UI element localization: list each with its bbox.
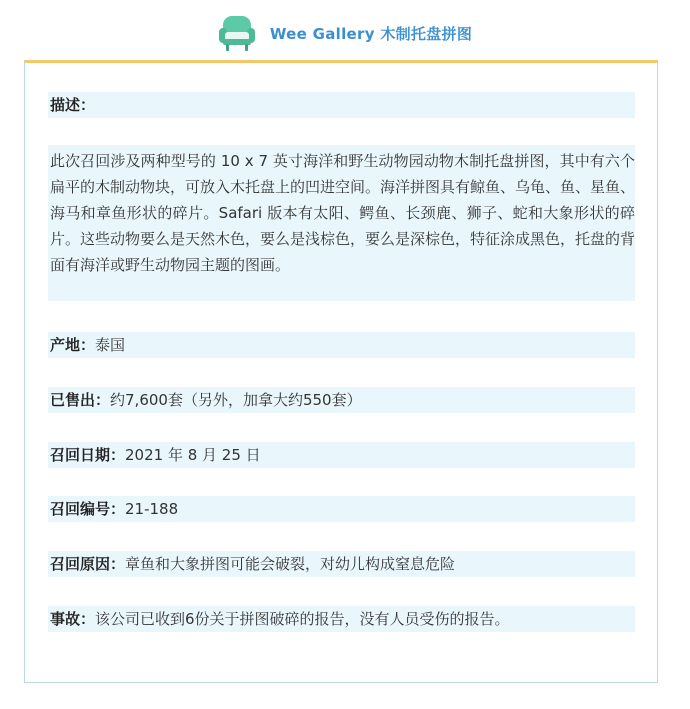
origin-label: 产地： bbox=[50, 336, 96, 354]
recall-number-field bbox=[48, 496, 635, 522]
recall-date-value: 2021 年 8 月 25 日 bbox=[125, 446, 261, 464]
description-text: 此次召回涉及两种型号的 10 x 7 英寸海洋和野生动物园动物木制托盘拼图，其中有六个扁平的木制动物块，可放入木托盘上的凹进空间。海洋拼图具有鲸鱼、乌龟、鱼、星鱼、海马和章鱼形状的碎片。Safari 版本有太阳、鳄鱼、长颈鹿、狮子、蛇和大象形状的碎片。这些动物要么是天然木色，要么是浅棕色，要么是深棕色，特征涂成黑色，托盘的背面有海洋或野生动物园主题的图画。 bbox=[48, 145, 635, 301]
origin-value: 泰国 bbox=[95, 336, 126, 354]
armchair-icon bbox=[218, 13, 256, 53]
incidents-label: 事故： bbox=[50, 610, 96, 628]
header-title: Wee Gallery 木制托盘拼图 bbox=[269, 24, 473, 43]
recall-date-label: 召回日期： bbox=[50, 446, 126, 464]
incidents-field bbox=[48, 606, 635, 632]
recall-reason-label: 召回原因： bbox=[50, 555, 126, 573]
page-header bbox=[0, 10, 690, 56]
origin-field bbox=[48, 332, 635, 358]
recall-info-card bbox=[24, 60, 658, 683]
sold-field bbox=[48, 387, 635, 413]
incidents-value: 该公司已收到6份关于拼图破碎的报告，没有人员受伤的报告。 bbox=[95, 610, 510, 628]
sold-label: 已售出： bbox=[50, 391, 111, 409]
description-label: 描述： bbox=[50, 96, 96, 114]
recall-reason-value: 章鱼和大象拼图可能会破裂，对幼儿构成窒息危险 bbox=[125, 555, 456, 573]
recall-reason-field bbox=[48, 551, 635, 577]
recall-number-value: 21-188 bbox=[125, 500, 179, 518]
sold-value: 约7,600套（另外，加拿大约550套） bbox=[110, 391, 362, 409]
description-header bbox=[48, 92, 635, 118]
recall-date-field bbox=[48, 442, 635, 468]
recall-number-label: 召回编号： bbox=[50, 500, 126, 518]
